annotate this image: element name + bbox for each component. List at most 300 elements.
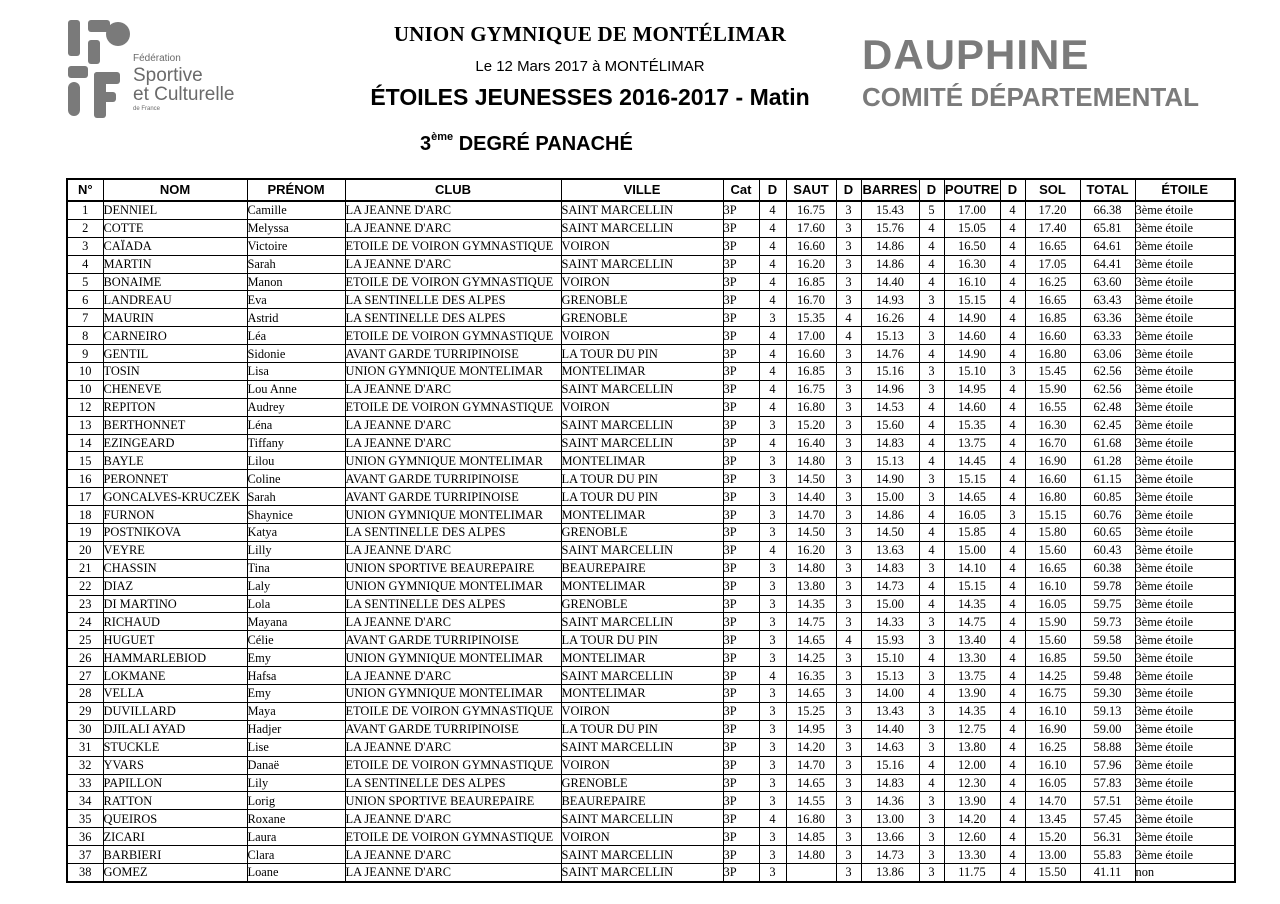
cell-sol: 16.25 (1025, 738, 1080, 756)
cell-saut: 14.80 (786, 559, 836, 577)
cell-etoile: non (1135, 863, 1235, 881)
table-row (67, 398, 1235, 416)
cell-rank: 13 (67, 416, 103, 434)
cell-sol: 16.65 (1025, 291, 1080, 309)
cell-cat: 3P (723, 863, 759, 881)
cell-etoile: 3ème étoile (1135, 506, 1235, 524)
table-row (67, 488, 1235, 506)
table-row (67, 541, 1235, 559)
cell-club: UNION GYMNIQUE MONTELIMAR (345, 649, 561, 667)
cell-club: LA JEANNE D'ARC (345, 738, 561, 756)
cell-total: 59.13 (1080, 702, 1135, 720)
cell-nom: HAMMARLEBIOD (103, 649, 247, 667)
cell-saut: 14.55 (786, 792, 836, 810)
cell-saut: 16.20 (786, 541, 836, 559)
cell-barres: 14.73 (861, 577, 919, 595)
cell-cat: 3P (723, 345, 759, 363)
cell-barres: 14.90 (861, 470, 919, 488)
cell-club: LA JEANNE D'ARC (345, 613, 561, 631)
cell-cat: 3P (723, 756, 759, 774)
table-body (67, 201, 1235, 882)
cell-sol: 16.75 (1025, 685, 1080, 703)
cell-rank: 3 (67, 237, 103, 255)
cell-d-barres: 3 (836, 667, 861, 685)
cell-saut: 16.85 (786, 273, 836, 291)
cell-total: 59.73 (1080, 613, 1135, 631)
cell-saut: 13.80 (786, 577, 836, 595)
cell-d-sol: 4 (1000, 756, 1025, 774)
cell-total: 60.65 (1080, 524, 1135, 542)
cell-etoile: 3ème étoile (1135, 255, 1235, 273)
cell-etoile: 3ème étoile (1135, 595, 1235, 613)
cell-d-saut: 3 (759, 720, 786, 738)
cell-d-poutre: 3 (919, 738, 944, 756)
cell-d-saut: 3 (759, 524, 786, 542)
cell-sol: 16.60 (1025, 327, 1080, 345)
cell-nom: EZINGEARD (103, 434, 247, 452)
cell-etoile: 3ème étoile (1135, 327, 1235, 345)
cell-ville: GRENOBLE (561, 524, 723, 542)
cell-saut: 16.40 (786, 434, 836, 452)
cell-nom: BERTHONNET (103, 416, 247, 434)
cell-saut: 16.75 (786, 201, 836, 219)
cell-d-sol: 4 (1000, 631, 1025, 649)
cell-poutre: 15.15 (944, 291, 1000, 309)
cell-club: LA JEANNE D'ARC (345, 201, 561, 219)
cell-barres: 14.86 (861, 237, 919, 255)
cell-sol: 16.10 (1025, 577, 1080, 595)
cell-sol: 16.25 (1025, 273, 1080, 291)
cell-d-poutre: 3 (919, 846, 944, 864)
cell-club: LA JEANNE D'ARC (345, 846, 561, 864)
cell-rank: 2 (67, 219, 103, 237)
cell-barres: 15.93 (861, 631, 919, 649)
cell-poutre: 15.15 (944, 577, 1000, 595)
cell-d-barres: 3 (836, 219, 861, 237)
cell-d-barres: 3 (836, 291, 861, 309)
cell-cat: 3P (723, 416, 759, 434)
cell-saut: 14.80 (786, 846, 836, 864)
cell-prenom: Roxane (247, 810, 345, 828)
cell-ville: VOIRON (561, 237, 723, 255)
cell-d-sol: 4 (1000, 613, 1025, 631)
cell-cat: 3P (723, 631, 759, 649)
degree-number: 3 (420, 133, 432, 155)
cell-barres: 14.40 (861, 720, 919, 738)
cell-club: ETOILE DE VOIRON GYMNASTIQUE (345, 327, 561, 345)
cell-total: 60.43 (1080, 541, 1135, 559)
cell-saut: 17.00 (786, 327, 836, 345)
cell-saut: 14.70 (786, 756, 836, 774)
cell-prenom: Lily (247, 774, 345, 792)
cell-prenom: Lilou (247, 452, 345, 470)
cell-nom: BAYLE (103, 452, 247, 470)
cell-saut: 14.25 (786, 649, 836, 667)
table-row (67, 595, 1235, 613)
cell-saut: 14.40 (786, 488, 836, 506)
table-row (67, 792, 1235, 810)
cell-d-barres: 3 (836, 488, 861, 506)
cell-barres: 14.36 (861, 792, 919, 810)
cell-barres: 14.73 (861, 846, 919, 864)
cell-prenom: Lorig (247, 792, 345, 810)
cell-d-saut: 4 (759, 291, 786, 309)
cell-etoile: 3ème étoile (1135, 219, 1235, 237)
ffsc-logo (66, 20, 236, 120)
cell-d-saut: 3 (759, 863, 786, 881)
column-header-saut: SAUT (786, 179, 836, 201)
cell-ville: SAINT MARCELLIN (561, 201, 723, 219)
cell-d-saut: 3 (759, 685, 786, 703)
cell-d-sol: 4 (1000, 273, 1025, 291)
cell-prenom: Mayana (247, 613, 345, 631)
cell-prenom: Lilly (247, 541, 345, 559)
cell-d-saut: 3 (759, 577, 786, 595)
cell-total: 63.33 (1080, 327, 1135, 345)
cell-prenom: Léa (247, 327, 345, 345)
cell-total: 55.83 (1080, 846, 1135, 864)
cell-nom: HUGUET (103, 631, 247, 649)
column-header-d-poutre: D (919, 179, 944, 201)
cell-prenom: Tina (247, 559, 345, 577)
cell-ville: GRENOBLE (561, 291, 723, 309)
cell-prenom: Sarah (247, 488, 345, 506)
cell-nom: BONAIME (103, 273, 247, 291)
cell-total: 57.51 (1080, 792, 1135, 810)
cell-d-sol: 4 (1000, 702, 1025, 720)
cell-ville: VOIRON (561, 327, 723, 345)
cell-prenom: Lou Anne (247, 380, 345, 398)
column-header-ville: VILLE (561, 179, 723, 201)
committee-subtitle: COMITÉ DÉPARTEMENTAL (862, 82, 1200, 112)
cell-poutre: 16.50 (944, 237, 1000, 255)
cell-club: UNION GYMNIQUE MONTELIMAR (345, 577, 561, 595)
cell-saut: 14.65 (786, 774, 836, 792)
table-row (67, 720, 1235, 738)
cell-poutre: 17.00 (944, 201, 1000, 219)
cell-prenom: Léna (247, 416, 345, 434)
cell-d-poutre: 3 (919, 488, 944, 506)
cell-d-barres: 3 (836, 398, 861, 416)
cell-club: UNION GYMNIQUE MONTELIMAR (345, 685, 561, 703)
cell-saut: 16.80 (786, 810, 836, 828)
cell-poutre: 13.90 (944, 792, 1000, 810)
cell-nom: VELLA (103, 685, 247, 703)
cell-rank: 16 (67, 470, 103, 488)
cell-d-barres: 3 (836, 828, 861, 846)
cell-nom: CHENEVE (103, 380, 247, 398)
cell-barres: 15.43 (861, 201, 919, 219)
cell-barres: 13.00 (861, 810, 919, 828)
cell-ville: SAINT MARCELLIN (561, 738, 723, 756)
cell-club: LA JEANNE D'ARC (345, 219, 561, 237)
cell-sol: 16.85 (1025, 649, 1080, 667)
cell-poutre: 14.45 (944, 452, 1000, 470)
cell-poutre: 14.60 (944, 327, 1000, 345)
ffsc-line1: Fédération (133, 53, 181, 64)
cell-rank: 19 (67, 524, 103, 542)
cell-d-poutre: 5 (919, 201, 944, 219)
cell-prenom: Maya (247, 702, 345, 720)
cell-rank: 28 (67, 685, 103, 703)
cell-d-poutre: 3 (919, 702, 944, 720)
cell-etoile: 3ème étoile (1135, 810, 1235, 828)
table-row (67, 363, 1235, 381)
cell-prenom: Lola (247, 595, 345, 613)
cell-rank: 29 (67, 702, 103, 720)
cell-barres: 15.00 (861, 488, 919, 506)
cell-nom: DUVILLARD (103, 702, 247, 720)
cell-d-saut: 4 (759, 255, 786, 273)
cell-d-poutre: 4 (919, 577, 944, 595)
cell-d-poutre: 3 (919, 380, 944, 398)
cell-total: 58.88 (1080, 738, 1135, 756)
column-header-sol: SOL (1025, 179, 1080, 201)
ffsc-line4: de France (133, 106, 161, 112)
cell-etoile: 3ème étoile (1135, 398, 1235, 416)
cell-rank: 17 (67, 488, 103, 506)
ffsc-line3: et Culturelle (133, 84, 235, 105)
cell-d-poutre: 3 (919, 470, 944, 488)
table-row (67, 201, 1235, 219)
cell-d-saut: 3 (759, 416, 786, 434)
cell-cat: 3P (723, 577, 759, 595)
cell-ville: SAINT MARCELLIN (561, 863, 723, 881)
table-row (67, 559, 1235, 577)
cell-etoile: 3ème étoile (1135, 828, 1235, 846)
cell-nom: ZICARI (103, 828, 247, 846)
cell-ville: MONTELIMAR (561, 577, 723, 595)
cell-d-saut: 3 (759, 846, 786, 864)
cell-poutre: 14.60 (944, 398, 1000, 416)
cell-nom: DJILALI AYAD (103, 720, 247, 738)
cell-total: 63.36 (1080, 309, 1135, 327)
cell-saut: 14.70 (786, 506, 836, 524)
cell-club: UNION GYMNIQUE MONTELIMAR (345, 452, 561, 470)
cell-d-sol: 4 (1000, 720, 1025, 738)
cell-d-poutre: 3 (919, 613, 944, 631)
cell-sol: 15.90 (1025, 380, 1080, 398)
cell-d-saut: 3 (759, 702, 786, 720)
table-row (67, 810, 1235, 828)
cell-cat: 3P (723, 237, 759, 255)
cell-total: 63.43 (1080, 291, 1135, 309)
cell-prenom: Danaë (247, 756, 345, 774)
cell-nom: GENTIL (103, 345, 247, 363)
cell-barres: 15.16 (861, 756, 919, 774)
cell-d-poutre: 4 (919, 219, 944, 237)
cell-d-sol: 4 (1000, 416, 1025, 434)
cell-club: ETOILE DE VOIRON GYMNASTIQUE (345, 828, 561, 846)
cell-ville: SAINT MARCELLIN (561, 613, 723, 631)
event-date: Le 12 Mars 2017 à MONTÉLIMAR (475, 58, 705, 75)
cell-cat: 3P (723, 613, 759, 631)
column-header-barres: BARRES (861, 179, 919, 201)
cell-saut: 15.35 (786, 309, 836, 327)
cell-ville: SAINT MARCELLIN (561, 255, 723, 273)
cell-d-sol: 4 (1000, 309, 1025, 327)
cell-total: 59.50 (1080, 649, 1135, 667)
cell-etoile: 3ème étoile (1135, 524, 1235, 542)
cell-saut: 16.85 (786, 363, 836, 381)
cell-d-sol: 4 (1000, 685, 1025, 703)
cell-etoile: 3ème étoile (1135, 273, 1235, 291)
table-row (67, 255, 1235, 273)
cell-d-sol: 4 (1000, 488, 1025, 506)
cell-rank: 35 (67, 810, 103, 828)
cell-d-poutre: 4 (919, 452, 944, 470)
cell-barres: 15.76 (861, 219, 919, 237)
cell-poutre: 14.20 (944, 810, 1000, 828)
cell-saut: 16.70 (786, 291, 836, 309)
cell-d-sol: 4 (1000, 398, 1025, 416)
cell-d-barres: 4 (836, 631, 861, 649)
column-header-d-barres: D (836, 179, 861, 201)
cell-rank: 26 (67, 649, 103, 667)
cell-cat: 3P (723, 792, 759, 810)
cell-d-saut: 3 (759, 792, 786, 810)
results-table (66, 178, 1236, 883)
cell-sol: 16.80 (1025, 345, 1080, 363)
cell-total: 59.30 (1080, 685, 1135, 703)
cell-d-barres: 3 (836, 380, 861, 398)
cell-d-sol: 4 (1000, 524, 1025, 542)
committee-logo (862, 31, 1200, 112)
cell-d-barres: 3 (836, 685, 861, 703)
cell-club: AVANT GARDE TURRIPINOISE (345, 631, 561, 649)
cell-sol: 15.90 (1025, 613, 1080, 631)
cell-d-saut: 4 (759, 541, 786, 559)
cell-club: LA JEANNE D'ARC (345, 255, 561, 273)
cell-d-barres: 3 (836, 416, 861, 434)
cell-d-saut: 3 (759, 470, 786, 488)
cell-cat: 3P (723, 774, 759, 792)
degree-label: DEGRÉ PANACHÉ (453, 133, 633, 155)
cell-d-saut: 3 (759, 649, 786, 667)
cell-d-barres: 3 (836, 846, 861, 864)
cell-d-poutre: 4 (919, 416, 944, 434)
cell-d-barres: 3 (836, 649, 861, 667)
cell-d-barres: 3 (836, 237, 861, 255)
cell-nom: MARTIN (103, 255, 247, 273)
cell-etoile: 3ème étoile (1135, 309, 1235, 327)
cell-d-poutre: 4 (919, 756, 944, 774)
cell-barres: 15.13 (861, 667, 919, 685)
cell-cat: 3P (723, 255, 759, 273)
cell-club: ETOILE DE VOIRON GYMNASTIQUE (345, 702, 561, 720)
cell-nom: DI MARTINO (103, 595, 247, 613)
cell-poutre: 14.35 (944, 595, 1000, 613)
cell-d-poutre: 3 (919, 327, 944, 345)
cell-nom: RICHAUD (103, 613, 247, 631)
cell-saut: 14.35 (786, 595, 836, 613)
cell-d-sol: 4 (1000, 380, 1025, 398)
cell-rank: 27 (67, 667, 103, 685)
cell-rank: 33 (67, 774, 103, 792)
cell-barres: 15.13 (861, 327, 919, 345)
cell-club: LA JEANNE D'ARC (345, 416, 561, 434)
cell-total: 57.45 (1080, 810, 1135, 828)
cell-poutre: 15.15 (944, 470, 1000, 488)
cell-d-poutre: 4 (919, 649, 944, 667)
cell-prenom: Manon (247, 273, 345, 291)
cell-cat: 3P (723, 667, 759, 685)
cell-saut: 14.50 (786, 524, 836, 542)
cell-sol: 16.90 (1025, 720, 1080, 738)
cell-sol: 16.90 (1025, 452, 1080, 470)
degree-heading (420, 133, 633, 156)
cell-total: 57.83 (1080, 774, 1135, 792)
cell-club: AVANT GARDE TURRIPINOISE (345, 345, 561, 363)
table-row (67, 506, 1235, 524)
cell-sol: 16.80 (1025, 488, 1080, 506)
cell-saut: 15.20 (786, 416, 836, 434)
cell-ville: VOIRON (561, 398, 723, 416)
cell-ville: LA TOUR DU PIN (561, 720, 723, 738)
table-row (67, 863, 1235, 881)
cell-club: ETOILE DE VOIRON GYMNASTIQUE (345, 398, 561, 416)
cell-etoile: 3ème étoile (1135, 345, 1235, 363)
cell-d-sol: 3 (1000, 506, 1025, 524)
cell-barres: 14.33 (861, 613, 919, 631)
cell-d-poutre: 3 (919, 559, 944, 577)
cell-rank: 32 (67, 756, 103, 774)
cell-cat: 3P (723, 810, 759, 828)
cell-d-sol: 4 (1000, 201, 1025, 219)
cell-prenom: Hafsa (247, 667, 345, 685)
cell-d-barres: 3 (836, 506, 861, 524)
cell-d-poutre: 4 (919, 774, 944, 792)
cell-etoile: 3ème étoile (1135, 470, 1235, 488)
cell-rank: 1 (67, 201, 103, 219)
cell-club: LA SENTINELLE DES ALPES (345, 309, 561, 327)
cell-d-barres: 3 (836, 774, 861, 792)
cell-prenom: Astrid (247, 309, 345, 327)
cell-nom: FURNON (103, 506, 247, 524)
cell-prenom: Loane (247, 863, 345, 881)
cell-etoile: 3ème étoile (1135, 363, 1235, 381)
cell-d-barres: 3 (836, 541, 861, 559)
cell-etoile: 3ème étoile (1135, 720, 1235, 738)
table-row (67, 756, 1235, 774)
cell-cat: 3P (723, 595, 759, 613)
cell-d-saut: 3 (759, 738, 786, 756)
cell-d-saut: 4 (759, 327, 786, 345)
cell-d-barres: 3 (836, 577, 861, 595)
cell-ville: SAINT MARCELLIN (561, 416, 723, 434)
cell-barres: 13.66 (861, 828, 919, 846)
cell-rank: 36 (67, 828, 103, 846)
cell-ville: MONTELIMAR (561, 685, 723, 703)
cell-prenom: Emy (247, 649, 345, 667)
cell-ville: LA TOUR DU PIN (561, 470, 723, 488)
cell-cat: 3P (723, 380, 759, 398)
cell-sol: 15.50 (1025, 863, 1080, 881)
table-row (67, 345, 1235, 363)
cell-d-barres: 4 (836, 309, 861, 327)
cell-sol: 16.65 (1025, 237, 1080, 255)
cell-d-barres: 3 (836, 273, 861, 291)
cell-barres: 13.63 (861, 541, 919, 559)
cell-sol: 13.00 (1025, 846, 1080, 864)
cell-club: LA JEANNE D'ARC (345, 380, 561, 398)
cell-sol: 17.20 (1025, 201, 1080, 219)
cell-saut: 14.65 (786, 631, 836, 649)
cell-total: 62.56 (1080, 363, 1135, 381)
cell-prenom: Lisa (247, 363, 345, 381)
cell-cat: 3P (723, 846, 759, 864)
cell-club: LA SENTINELLE DES ALPES (345, 774, 561, 792)
